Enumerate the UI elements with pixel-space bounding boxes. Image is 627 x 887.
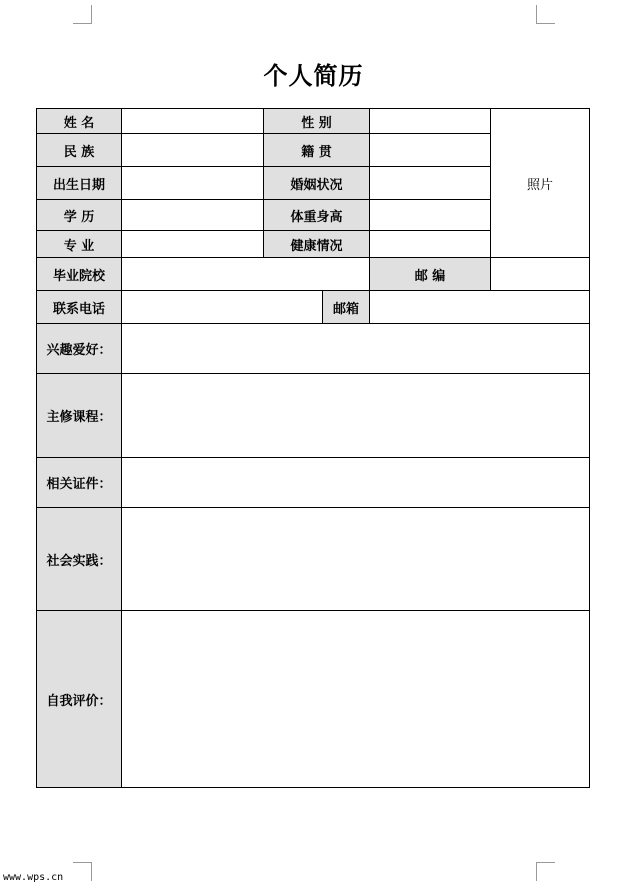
label-certificates: 相关证件： <box>36 457 122 508</box>
label-health: 健康情况 <box>263 230 370 258</box>
label-height-weight: 体重身高 <box>263 199 370 231</box>
label-birth-date: 出生日期 <box>36 166 122 200</box>
label-school: 毕业院校 <box>36 257 122 291</box>
label-email: 邮箱 <box>322 290 370 324</box>
crop-mark-bottom-right <box>536 862 555 881</box>
field-major[interactable] <box>121 230 264 258</box>
label-name: 姓 名 <box>36 108 122 134</box>
crop-mark-bottom-left <box>73 862 92 881</box>
label-ethnicity: 民 族 <box>36 133 122 167</box>
footer-watermark: www.wps.cn <box>3 872 64 883</box>
field-gender[interactable] <box>369 108 491 134</box>
field-certificates[interactable] <box>121 457 590 508</box>
field-marital-status[interactable] <box>369 166 491 200</box>
field-health[interactable] <box>369 230 491 258</box>
label-courses: 主修课程： <box>36 373 122 458</box>
field-education[interactable] <box>121 199 264 231</box>
crop-mark-top-left <box>73 5 92 24</box>
label-phone: 联系电话 <box>36 290 122 324</box>
label-marital-status: 婚姻状况 <box>263 166 370 200</box>
field-height-weight[interactable] <box>369 199 491 231</box>
crop-mark-top-right <box>536 5 555 24</box>
field-postcode[interactable] <box>490 257 590 291</box>
field-ethnicity[interactable] <box>121 133 264 167</box>
field-phone[interactable] <box>121 290 323 324</box>
field-birth-date[interactable] <box>121 166 264 200</box>
field-courses[interactable] <box>121 373 590 458</box>
label-self-evaluation: 自我评价： <box>36 610 122 788</box>
field-name[interactable] <box>121 108 264 134</box>
page-title: 个人简历 <box>263 61 364 90</box>
field-hobbies[interactable] <box>121 323 590 374</box>
label-social-practice: 社会实践： <box>36 507 122 611</box>
label-postcode: 邮 编 <box>369 257 491 291</box>
field-school[interactable] <box>121 257 370 291</box>
field-self-evaluation[interactable] <box>121 610 590 788</box>
photo-box[interactable]: 照片 <box>490 108 590 258</box>
label-major: 专 业 <box>36 230 122 258</box>
label-hobbies: 兴趣爱好： <box>36 323 122 374</box>
label-gender: 性 别 <box>263 108 370 134</box>
field-native-place[interactable] <box>369 133 491 167</box>
field-social-practice[interactable] <box>121 507 590 611</box>
label-education: 学 历 <box>36 199 122 231</box>
label-native-place: 籍 贯 <box>263 133 370 167</box>
field-email[interactable] <box>369 290 590 324</box>
